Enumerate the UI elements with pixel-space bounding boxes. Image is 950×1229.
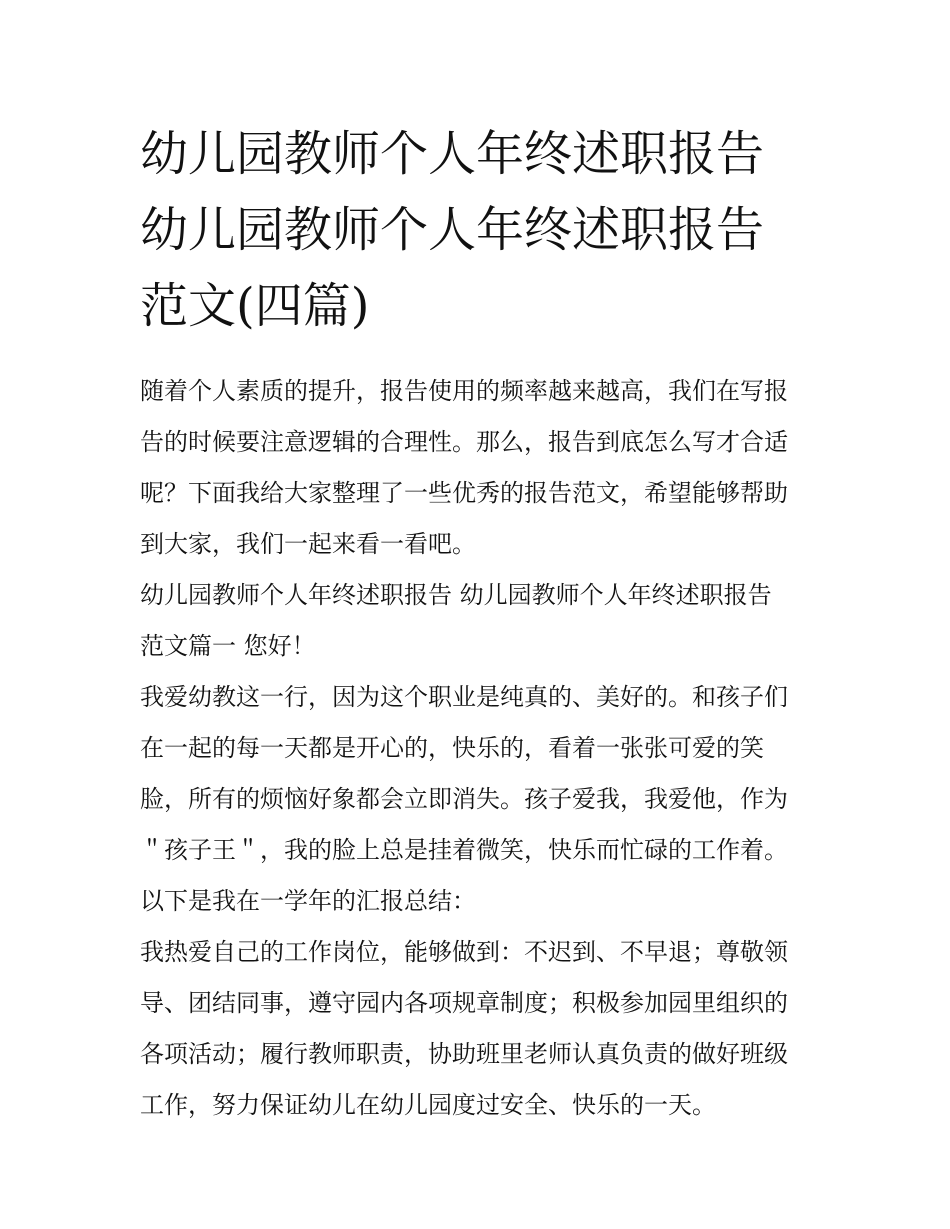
text-line: 在一起的每一天都是开心的，快乐的，看着一张张可爱的笑 bbox=[140, 734, 764, 762]
text-line: 各项活动；履行教师职责，协助班里老师认真负责的做好班级 bbox=[140, 1040, 788, 1068]
paragraph-intro bbox=[140, 366, 820, 570]
text-line: 到大家，我们一起来看一看吧。 bbox=[140, 530, 476, 558]
text-line: 呢？下面我给大家整理了一些优秀的报告范文，希望能够帮助 bbox=[140, 479, 788, 507]
text-line: 幼儿园教师个人年终述职报告 幼儿园教师个人年终述职报告 bbox=[140, 581, 772, 609]
title-line-2: 幼儿园教师个人年终述职报告 bbox=[140, 202, 765, 258]
document-title bbox=[140, 116, 820, 344]
text-line: 随着个人素质的提升，报告使用的频率越来越高，我们在写报 bbox=[140, 377, 788, 405]
paragraph-summary-intro bbox=[140, 876, 820, 927]
text-line: 脸，所有的烦恼好象都会立即消失。孩子爱我，我爱他，作为 bbox=[140, 785, 788, 813]
document-body bbox=[140, 366, 820, 1131]
text-line: 以下是我在一学年的汇报总结： bbox=[140, 887, 476, 915]
paragraph-work-attitude bbox=[140, 927, 820, 1131]
text-line: 工作，努力保证幼儿在幼儿园度过安全、快乐的一天。 bbox=[140, 1091, 716, 1119]
paragraph-love-teaching bbox=[140, 672, 820, 876]
text-line: 范文篇一 您好！ bbox=[140, 632, 316, 660]
title-line-1: 幼儿园教师个人年终述职报告 bbox=[140, 126, 765, 182]
text-line: 我热爱自己的工作岗位，能够做到：不迟到、不早退；尊敬领 bbox=[140, 938, 788, 966]
document-content bbox=[140, 116, 820, 1131]
text-line: ＂孩子王＂，我的脸上总是挂着微笑，快乐而忙碌的工作着。 bbox=[140, 836, 788, 864]
paragraph-section-heading bbox=[140, 570, 820, 672]
text-line: 我爱幼教这一行，因为这个职业是纯真的、美好的。和孩子们 bbox=[140, 683, 788, 711]
title-line-3: 范文(四篇) bbox=[140, 278, 370, 334]
text-line: 导、团结同事，遵守园内各项规章制度；积极参加园里组织的 bbox=[140, 989, 788, 1017]
text-line: 告的时候要注意逻辑的合理性。那么，报告到底怎么写才合适 bbox=[140, 428, 788, 456]
